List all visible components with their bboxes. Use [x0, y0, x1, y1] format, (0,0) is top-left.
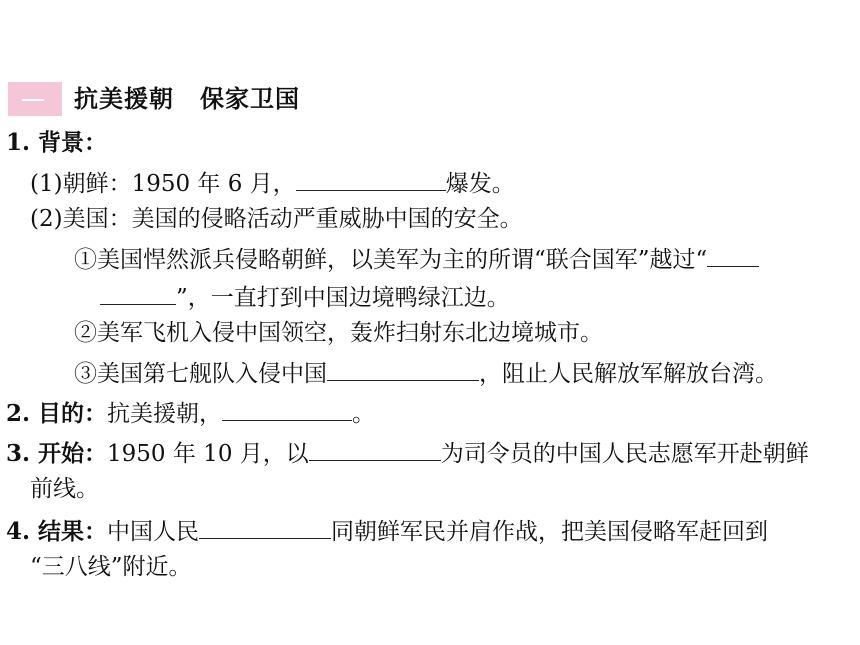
background-item-2b: ②美军飞机入侵中国领空，轰炸扫射东北边境城市。 — [74, 320, 603, 346]
section-title: 抗美援朝 保家卫国 — [74, 84, 300, 113]
start-item: 3. 开始：1950 年 10 月，以 为司令员的中国人民志愿军开赴朝鲜 — [6, 436, 809, 466]
background-item-2a: ①美国悍然派兵侵略朝鲜，以美军为主的所谓“联合国军”越过“ — [74, 242, 759, 272]
fill-blank-2-end[interactable] — [100, 280, 176, 305]
background-item-2a-cont: ”，一直打到中国边境鸭绿江边。 — [100, 280, 510, 310]
start-item-cont: 前线。 — [30, 476, 99, 502]
background-item-2c: ③美国第七舰队入侵中国 ，阻止人民解放军解放台湾。 — [74, 356, 778, 386]
background-heading: 1. 背景： — [6, 129, 108, 156]
result-item: 4. 结果：中国人民 同朝鲜军民并肩作战，把美国侵略军赶回到 — [6, 514, 768, 544]
section-number-mark — [22, 99, 44, 101]
background-item-1: (1)朝鲜：1950 年 6 月， 爆发。 — [30, 166, 515, 196]
section-number-badge — [8, 82, 62, 116]
fill-blank-6[interactable] — [199, 514, 331, 539]
background-item-2: (2)美国：美国的侵略活动严重威胁中国的安全。 — [30, 206, 523, 232]
result-item-cont: “三八线”附近。 — [30, 554, 192, 580]
fill-blank-3[interactable] — [327, 356, 479, 381]
goal-item: 2. 目的：抗美援朝， 。 — [6, 396, 375, 426]
fill-blank-4[interactable] — [222, 396, 352, 421]
fill-blank-2-start[interactable] — [707, 242, 759, 267]
fill-blank-1[interactable] — [296, 166, 446, 191]
fill-blank-5[interactable] — [309, 436, 441, 461]
